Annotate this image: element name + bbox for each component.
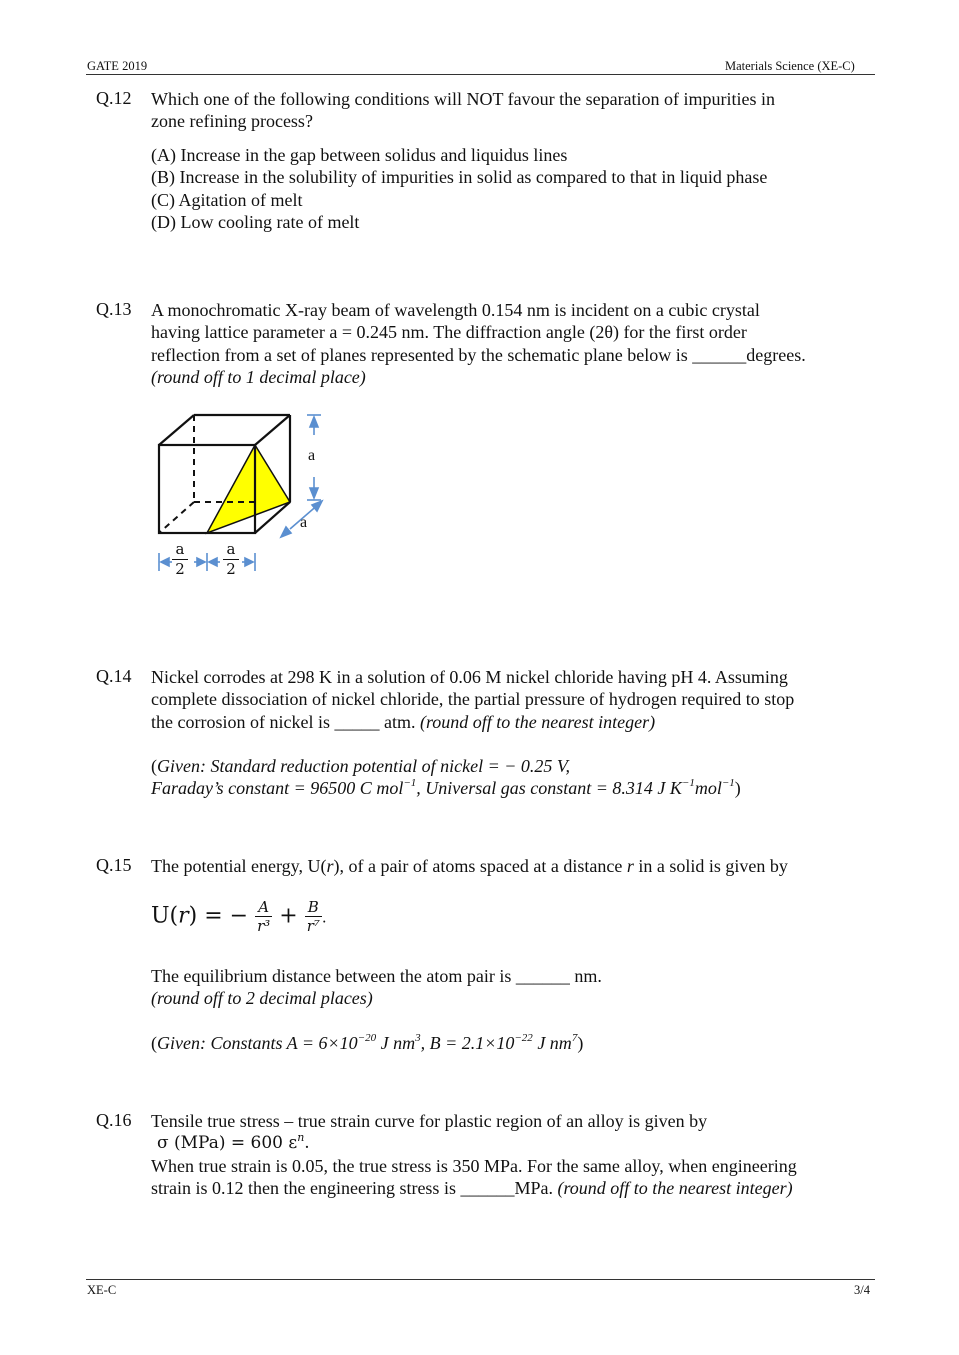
footer-left: XE-C: [87, 1283, 117, 1297]
q14-given-line1: [151, 755, 871, 777]
q13-line4: (round off to 1 decimal place): [151, 366, 366, 387]
q14-given-mol: mol: [694, 778, 722, 799]
q14-given-close: ): [734, 778, 741, 799]
label-half-left: [172, 540, 188, 579]
q15-line2: The equilibrium distance between the atom pair is ______ nm.: [151, 966, 602, 986]
q13-line1: A monochromatic X-ray beam of wavelength 0.154 nm is incident on a cubic crystal: [151, 300, 760, 320]
q15-number: Q.15: [96, 855, 132, 875]
q16-eq-end: .: [304, 1133, 310, 1154]
header-rule: [86, 74, 875, 75]
q14-given-gas: , Universal gas constant = 8.314 J K: [416, 778, 682, 799]
q15-given-a: Given: Constants A = 6×10: [157, 1033, 358, 1053]
q16-eq-sup: n: [297, 1130, 305, 1144]
q15-given-c: , B = 2.1×10: [420, 1033, 515, 1053]
label-half-right-num: a: [226, 540, 236, 558]
q16-line1: Tensile true stress – true strain curve for plastic region of an alloy is given by: [151, 1111, 708, 1131]
q15-body: [151, 965, 871, 1010]
q15-given-close: ): [577, 1033, 584, 1053]
q15-given-line: [151, 1032, 871, 1054]
q12-option-b: (B) Increase in the solubility of impurities in solid as compared to that in liquid phase: [151, 167, 768, 188]
q13-stem: [151, 299, 871, 388]
q12-stem-line1: Which one of the following conditions will NOT favour the separation of impurities in: [151, 89, 776, 109]
hidden-edge-depth: [159, 502, 194, 533]
q12-number: Q.12: [96, 88, 132, 108]
arrowhead-up: [310, 417, 318, 427]
q13-line3: reflection from a set of planes represented by the schematic plane below is ______degrees.: [151, 344, 806, 365]
arrowhead-down: [310, 488, 318, 498]
q16-line3-round: (round off to the nearest integer): [557, 1177, 793, 1198]
q16-line3-text: strain is 0.12 then the engineering stress is ______MPa.: [151, 1177, 558, 1198]
q15-line1-r2: r: [626, 856, 634, 876]
label-a-side: a: [308, 447, 316, 464]
arrowhead-half-mid-l: [197, 558, 205, 566]
footer-rule: [86, 1279, 875, 1280]
q15-given-sup3: −22: [514, 1032, 533, 1044]
q15-given-sup1: −20: [357, 1032, 377, 1044]
eq-end: .: [321, 908, 327, 927]
eq-r: r: [178, 903, 189, 929]
q16-line3: [151, 1177, 871, 1199]
q15-line1-a: The potential energy, U(: [151, 856, 327, 876]
q14-given-line1-text: Given: Standard reduction potential of nickel = − 0.25 V,: [157, 756, 571, 776]
q14-number: Q.14: [96, 666, 132, 686]
label-half-right: [223, 540, 239, 579]
eq-frac-b: [305, 898, 322, 935]
q12-stem-line2: zone refining process?: [151, 111, 313, 132]
q14-given-line2: [151, 777, 871, 799]
q15-equation: [151, 898, 327, 935]
q15-line1-c: in a solid is given by: [633, 856, 788, 876]
q15-given: [151, 1032, 871, 1054]
eq-frac-b-num: B: [305, 898, 322, 917]
q14-line3-round: (round off to the nearest integer): [419, 711, 656, 732]
arrowhead-half-right: [245, 558, 253, 566]
q14-given-sup3: −1: [721, 777, 735, 790]
q12-option-a: (A) Increase in the gap between solidus and liquidus lines: [151, 145, 568, 165]
q16-equation: [151, 1132, 871, 1154]
arrowhead-diagonal-bottom: [281, 527, 291, 537]
eq-frac-b-den: r⁷: [306, 917, 320, 935]
q14-line1: Nickel corrodes at 298 K in a solution of 0.06 M nickel chloride having pH 4. Assuming: [151, 667, 788, 687]
q16-eq-text: σ (MPa) = 600 ε: [157, 1133, 298, 1154]
eq-mid: ) = −: [188, 903, 249, 929]
q14-given-sup2: −1: [681, 777, 695, 790]
q14-given-open: (: [151, 756, 157, 776]
q15-given-d: J nm: [532, 1033, 572, 1053]
q15-given-open: (: [151, 1033, 157, 1053]
label-half-right-den: 2: [226, 560, 236, 578]
arrowhead-half-left: [161, 558, 169, 566]
label-half-left-num: a: [175, 540, 185, 558]
q13-number: Q.13: [96, 299, 132, 319]
cube-edge-top-right: [255, 415, 290, 445]
q14-given-sup1: −1: [403, 777, 417, 790]
footer-right: 3/4: [854, 1283, 870, 1297]
q15-line1-b: ), of a pair of atoms spaced at a distance: [333, 856, 627, 876]
q15-given-sup4: 7: [571, 1032, 578, 1044]
header-right: Materials Science (XE-C): [725, 59, 855, 73]
q15-line1: [151, 855, 871, 877]
q15-given-b: J nm: [376, 1033, 416, 1053]
q12-stem: [151, 88, 871, 133]
cube-edge-top-left: [159, 415, 194, 445]
q14-line3-text: the corrosion of nickel is _____ atm.: [151, 711, 420, 732]
eq-plus: +: [279, 903, 298, 929]
eq-lhs: U(: [151, 903, 179, 929]
q16-number: Q.16: [96, 1110, 132, 1130]
q12-option-c: (C) Agitation of melt: [151, 189, 303, 210]
arrowhead-half-mid-r: [209, 558, 217, 566]
eq-frac-a-num: A: [255, 898, 272, 917]
q15-stem: [151, 855, 871, 877]
eq-frac-a: [255, 898, 272, 935]
header-left: GATE 2019: [87, 59, 148, 73]
q14-stem: [151, 666, 871, 733]
label-half-left-den: 2: [175, 560, 185, 578]
q14-line2: complete dissociation of nickel chloride, the partial pressure of hydrogen required to stop: [151, 689, 795, 710]
q13-line2: having lattice parameter a = 0.245 nm. The diffraction angle (2θ) for the first order: [151, 322, 747, 343]
q16-line2: When true strain is 0.05, the true stress is 350 MPa. For the same alloy, when engineering: [151, 1155, 797, 1176]
q14-given-faraday: Faraday’s constant = 96500 C mol: [151, 778, 404, 799]
q12-option-d: (D) Low cooling rate of melt: [151, 211, 360, 232]
q12-options: [151, 144, 767, 233]
q15-line1-r: r: [326, 856, 334, 876]
q15-given-sup2: 3: [415, 1032, 421, 1044]
eq-frac-a-den: r³: [257, 917, 271, 935]
q14-given: [151, 755, 871, 800]
crystal-plane: [207, 445, 290, 533]
q16-stem: [151, 1110, 871, 1199]
label-a-depth: a: [300, 514, 308, 531]
q15-line3: (round off to 2 decimal places): [151, 988, 373, 1009]
q14-line3: [151, 711, 871, 733]
